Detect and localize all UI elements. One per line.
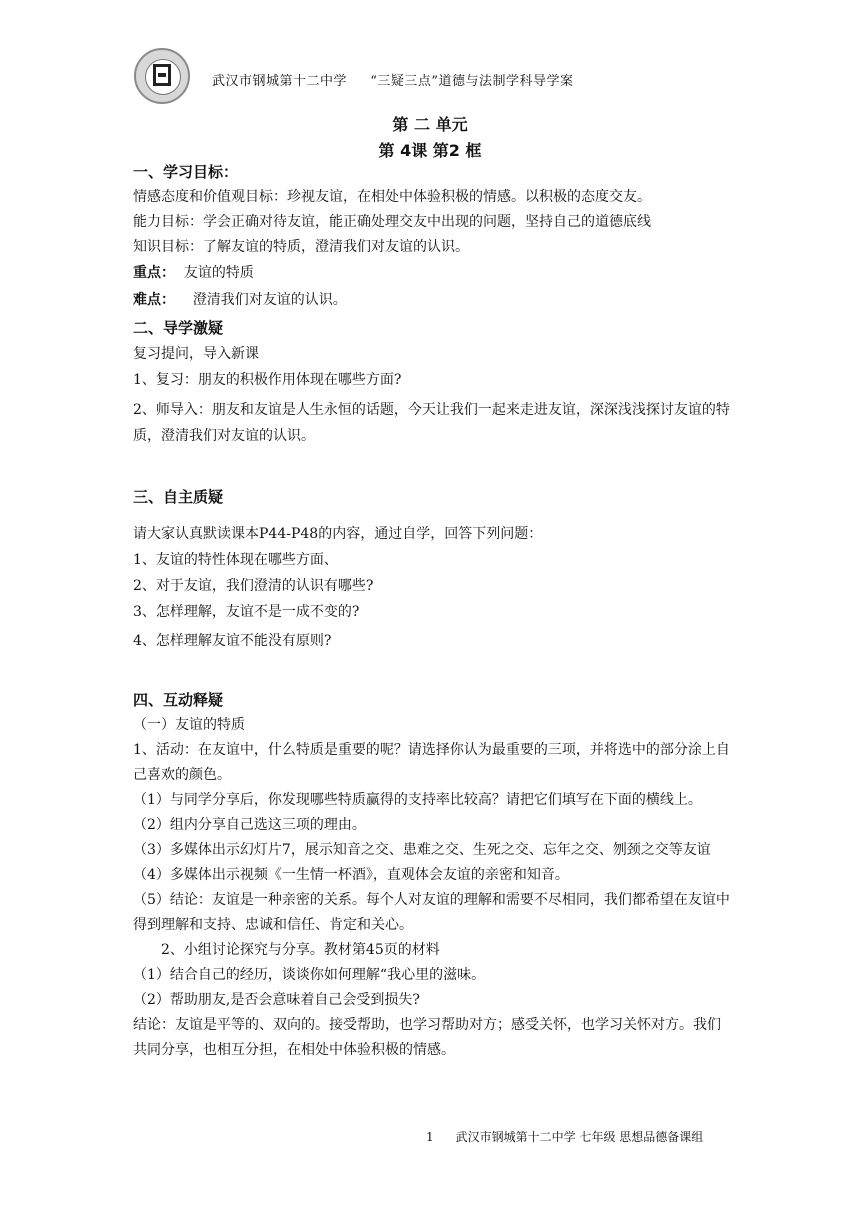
- difficulty-value: 澄清我们对友谊的认识。: [192, 292, 347, 308]
- paragraph: 2、师导入：朋友和友谊是人生永恒的话题，今天让我们一起来走进友谊，深深浅浅探讨友谊的特质，澄清我们对友谊的认识。: [133, 402, 730, 444]
- key-point-value: 友谊的特质: [183, 265, 254, 281]
- paragraph: （3）多媒体出示幻灯片7，展示知音之交、患难之交、生死之交、忘年之交、刎颈之交等友谊: [133, 842, 711, 858]
- paragraph: （1）结合自己的经历，谈谈你如何理解“我心里的滋味。: [133, 967, 486, 983]
- question: 2、对于友谊，我们澄清的认识有哪些?: [133, 578, 374, 594]
- paragraph: 1、活动：在友谊中，什么特质是重要的呢？请选择你认为最重要的三项，并将选中的部分涂上自己喜欢的颜色。: [133, 742, 730, 783]
- question: 4、怎样理解友谊不能没有原则?: [133, 633, 332, 649]
- school-seal-icon: [134, 48, 190, 104]
- header-school: 武汉市钢城第十二中学: [212, 74, 348, 89]
- paragraph: 请大家认真默读课本P44-P48的内容，通过自学，回答下列问题：: [133, 526, 543, 542]
- question: 3、怎样理解，友谊不是一成不变的?: [133, 604, 360, 620]
- paragraph: （1）与同学分享后，你发现哪些特质赢得的支持率比较高？请把它们填写在下面的横线上。: [133, 792, 702, 808]
- document-body: [133, 160, 733, 1063]
- page-number: 1: [426, 1130, 434, 1144]
- lesson-title: 第 4课 第2 框: [378, 141, 482, 160]
- difficulty-point: [133, 288, 733, 313]
- paragraph: （2）帮助朋友,是否会意味着自己会受到损失?: [133, 992, 420, 1008]
- page-header: [134, 48, 734, 108]
- section-heading: 一、学习目标：: [133, 163, 239, 181]
- header-subject: “三疑三点”道德与法制学科导学案: [370, 74, 574, 89]
- paragraph: 1、复习：朋友的积极作用体现在哪些方面?: [133, 372, 402, 388]
- section-heading: 三、自主质疑: [133, 488, 224, 506]
- key-point-label: 重点：: [133, 265, 175, 281]
- goal-ability: 能力目标：学会正确对待友谊，能正确处理交友中出现的问题，坚持自己的道德底线: [133, 214, 651, 230]
- goal-emotion: 情感态度和价值观目标：珍视友谊，在相处中体验积极的情感。以积极的态度交友。: [133, 189, 651, 205]
- paragraph: （2）组内分享自己选这三项的理由。: [133, 817, 366, 833]
- question: 1、友谊的特性体现在哪些方面、: [133, 552, 338, 568]
- paragraph: 2、小组讨论探究与分享。教材第45页的材料: [161, 942, 440, 958]
- section-heading: 四、互动释疑: [133, 691, 224, 709]
- header-text: [212, 70, 573, 89]
- key-point: [133, 261, 733, 286]
- page-footer: [426, 1128, 703, 1145]
- paragraph: （5）结论：友谊是一种亲密的关系。每个人对友谊的理解和需要不尽相同，我们都希望在友谊中得到理解和支持、忠诚和信任、肯定和关心。: [133, 892, 730, 933]
- difficulty-label: 难点：: [133, 292, 175, 308]
- goal-knowledge: 知识目标：了解友谊的特质，澄清我们对友谊的认识。: [133, 239, 469, 255]
- paragraph: 结论：友谊是平等的、双向的。接受帮助，也学习帮助对方；感受关怀，也学习关怀对方。我们共同分享，也相互分担，在相处中体验积极的情感。: [133, 1017, 721, 1058]
- unit-title: 第 二 单元: [392, 115, 468, 134]
- section-heading: 二、导学激疑: [133, 319, 224, 337]
- paragraph: 复习提问，导入新课: [133, 346, 259, 362]
- footer-text: 武汉市钢城第十二中学 七年级 思想品德备课组: [455, 1130, 704, 1144]
- subsection-title: （一）友谊的特质: [133, 717, 245, 733]
- paragraph: （4）多媒体出示视频《一生情一杯酒》，直观体会友谊的亲密和知音。: [133, 867, 569, 883]
